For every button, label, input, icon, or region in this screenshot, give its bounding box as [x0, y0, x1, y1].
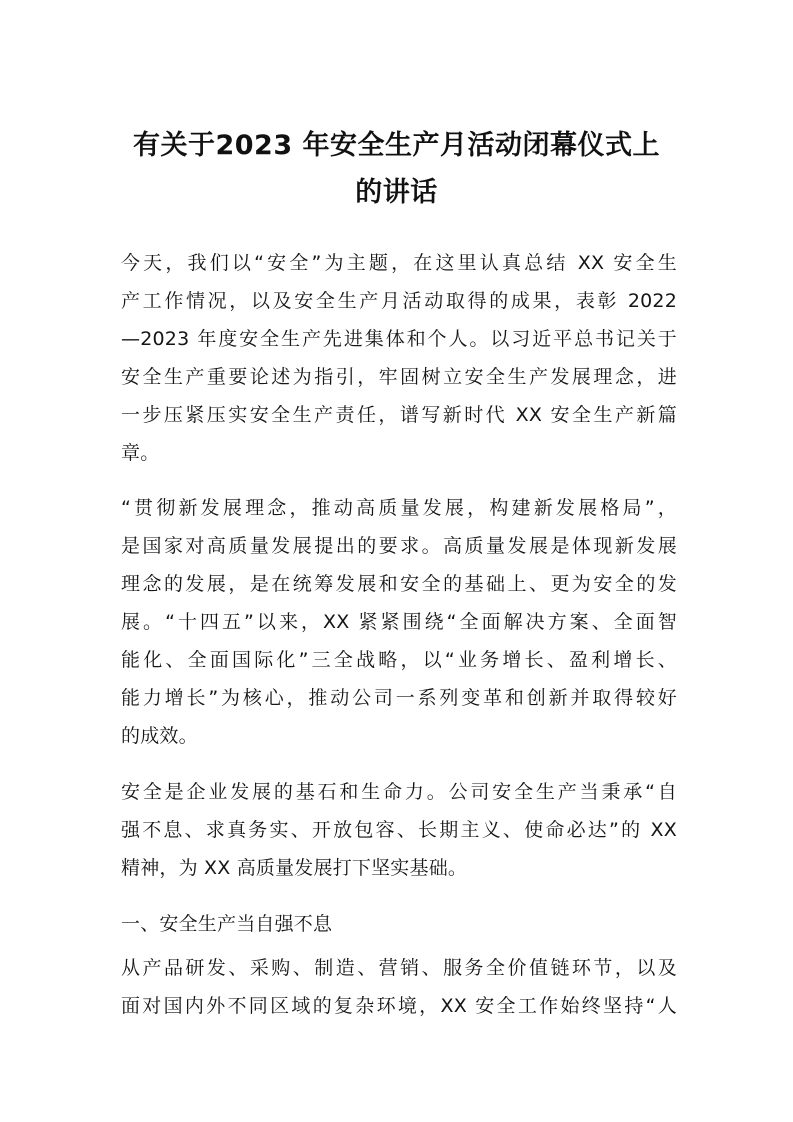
document-title-line-2: 的讲话 — [355, 177, 438, 208]
body-text-line: 今天，我们以“安全”为主题，在这里认真总结 XX 安全生 — [121, 252, 677, 274]
document-title-line-1: 有关于2023 年安全生产月活动闭幕仪式上 — [132, 130, 661, 161]
body-text-line: —2023 年度安全生产先进集体和个人。以习近平总书记关于 — [121, 328, 677, 350]
body-text-line: 一步压紧压实安全生产责任，谱写新时代 XX 安全生产新篇 — [121, 404, 677, 426]
body-text-line: 产工作情况，以及安全生产月活动取得的成果，表彰 2022 — [121, 290, 677, 312]
body-text-line: 的成效。 — [121, 725, 198, 747]
body-text-line: 展。“十四五”以来，XX 紧紧围绕“全面解决方案、全面智 — [121, 611, 677, 633]
body-text-line: 强不息、求真务实、开放包容、长期主义、使命必达”的 XX — [121, 819, 677, 841]
body-text-line: 安全是企业发展的基石和生命力。公司安全生产当秉承“自 — [121, 781, 677, 803]
body-text-line: 精神，为 XX 高质量发展打下坚实基础。 — [121, 857, 468, 879]
body-text-line: 能化、全面国际化”三全战略，以“业务增长、盈利增长、 — [121, 649, 677, 671]
body-text-line: 是国家对高质量发展提出的要求。高质量发展是体现新发展 — [121, 535, 677, 557]
body-text-line: 理念的发展，是在统筹发展和安全的基础上、更为安全的发 — [121, 573, 677, 595]
body-text-line: 从产品研发、采购、制造、营销、服务全价值链环节，以及 — [121, 957, 677, 979]
body-text-line: 安全生产重要论述为指引，牢固树立安全生产发展理念，进 — [121, 366, 677, 388]
body-text-line: 面对国内外不同区域的复杂环境，XX 安全工作始终坚持“人 — [121, 995, 677, 1017]
body-text-line: “贯彻新发展理念，推动高质量发展，构建新发展格局”， — [121, 497, 677, 519]
body-text-line: 章。 — [121, 442, 160, 464]
body-text-line: 能力增长”为核心，推动公司一系列变革和创新并取得较好 — [121, 687, 677, 709]
section-heading: 一、安全生产当自强不息 — [121, 913, 333, 935]
